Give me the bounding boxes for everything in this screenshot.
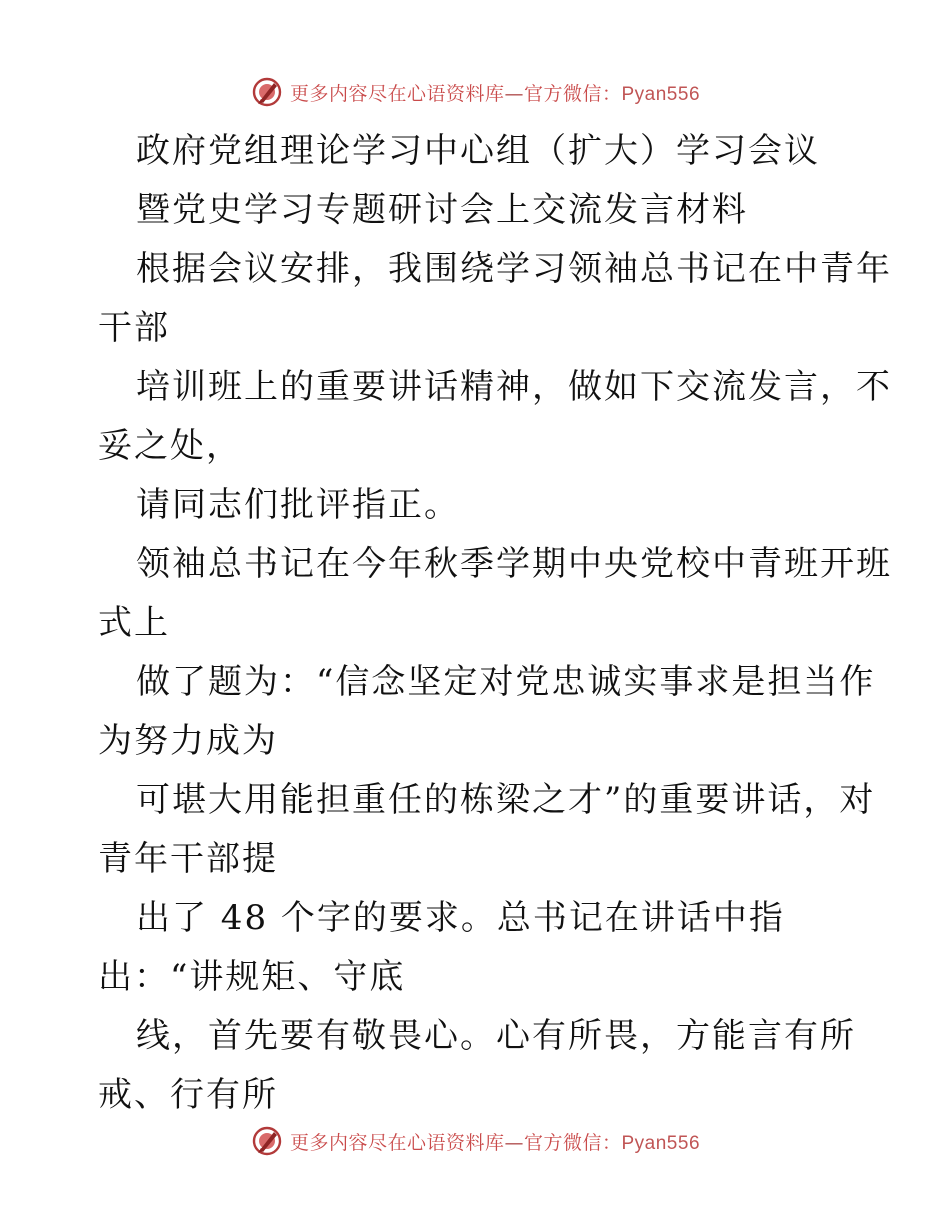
paragraph-line: 出：“讲规矩、守底 bbox=[98, 957, 406, 997]
paragraph-line: 培训班上的重要讲话精神，做如下交流发言，不 bbox=[136, 367, 892, 407]
paragraph-line: 青年干部提 bbox=[98, 839, 278, 879]
watermark-contact-id: Pyan556 bbox=[621, 1132, 701, 1154]
footer-watermark bbox=[0, 1121, 950, 1161]
paragraph-line: 根据会议安排，我围绕学习领袖总书记在中青年 bbox=[136, 249, 892, 289]
document-body bbox=[98, 122, 892, 1125]
watermark-site: 更多内容尽在心语资料库 bbox=[289, 1131, 505, 1154]
paragraph-line: 领袖总书记在今年秋季学期中央党校中青班开班 bbox=[136, 544, 892, 584]
watermark-separator: — bbox=[504, 82, 524, 105]
watermark-contact-id: Pyan556 bbox=[621, 83, 701, 105]
paragraph-line: 干部 bbox=[98, 308, 170, 348]
doc-title-line-1: 政府党组理论学习中心组（扩大）学习会议 bbox=[136, 131, 820, 171]
header-watermark bbox=[0, 72, 950, 112]
pen-nib-seal-icon bbox=[250, 75, 284, 109]
paragraph-line: 做了题为：“信念坚定对党忠诚实事求是担当作 bbox=[136, 662, 876, 702]
watermark-contact-label: 官方微信： bbox=[523, 82, 622, 105]
paragraph-line: 出了 48 个字的要求。总书记在讲话中指 bbox=[136, 898, 785, 938]
watermark-site: 更多内容尽在心语资料库 bbox=[289, 82, 505, 105]
paragraph-line: 为努力成为 bbox=[98, 721, 278, 761]
paragraph-line: 请同志们批评指正。 bbox=[136, 485, 460, 525]
watermark-text bbox=[290, 79, 700, 106]
paragraph-line: 妥之处， bbox=[98, 426, 242, 466]
paragraph-line: 可堪大用能担重任的栋梁之才”的重要讲话，对 bbox=[136, 780, 876, 820]
doc-title-line-2: 暨党史学习专题研讨会上交流发言材料 bbox=[136, 190, 748, 230]
watermark-separator: — bbox=[504, 1131, 524, 1154]
paragraph-line: 式上 bbox=[98, 603, 170, 643]
watermark-contact-label: 官方微信： bbox=[523, 1131, 622, 1154]
watermark-text bbox=[290, 1128, 700, 1155]
pen-nib-seal-icon bbox=[250, 1124, 284, 1158]
paragraph-line: 线，首先要有敬畏心。心有所畏，方能言有所 bbox=[136, 1016, 856, 1056]
paragraph-line: 戒、行有所 bbox=[98, 1075, 278, 1115]
